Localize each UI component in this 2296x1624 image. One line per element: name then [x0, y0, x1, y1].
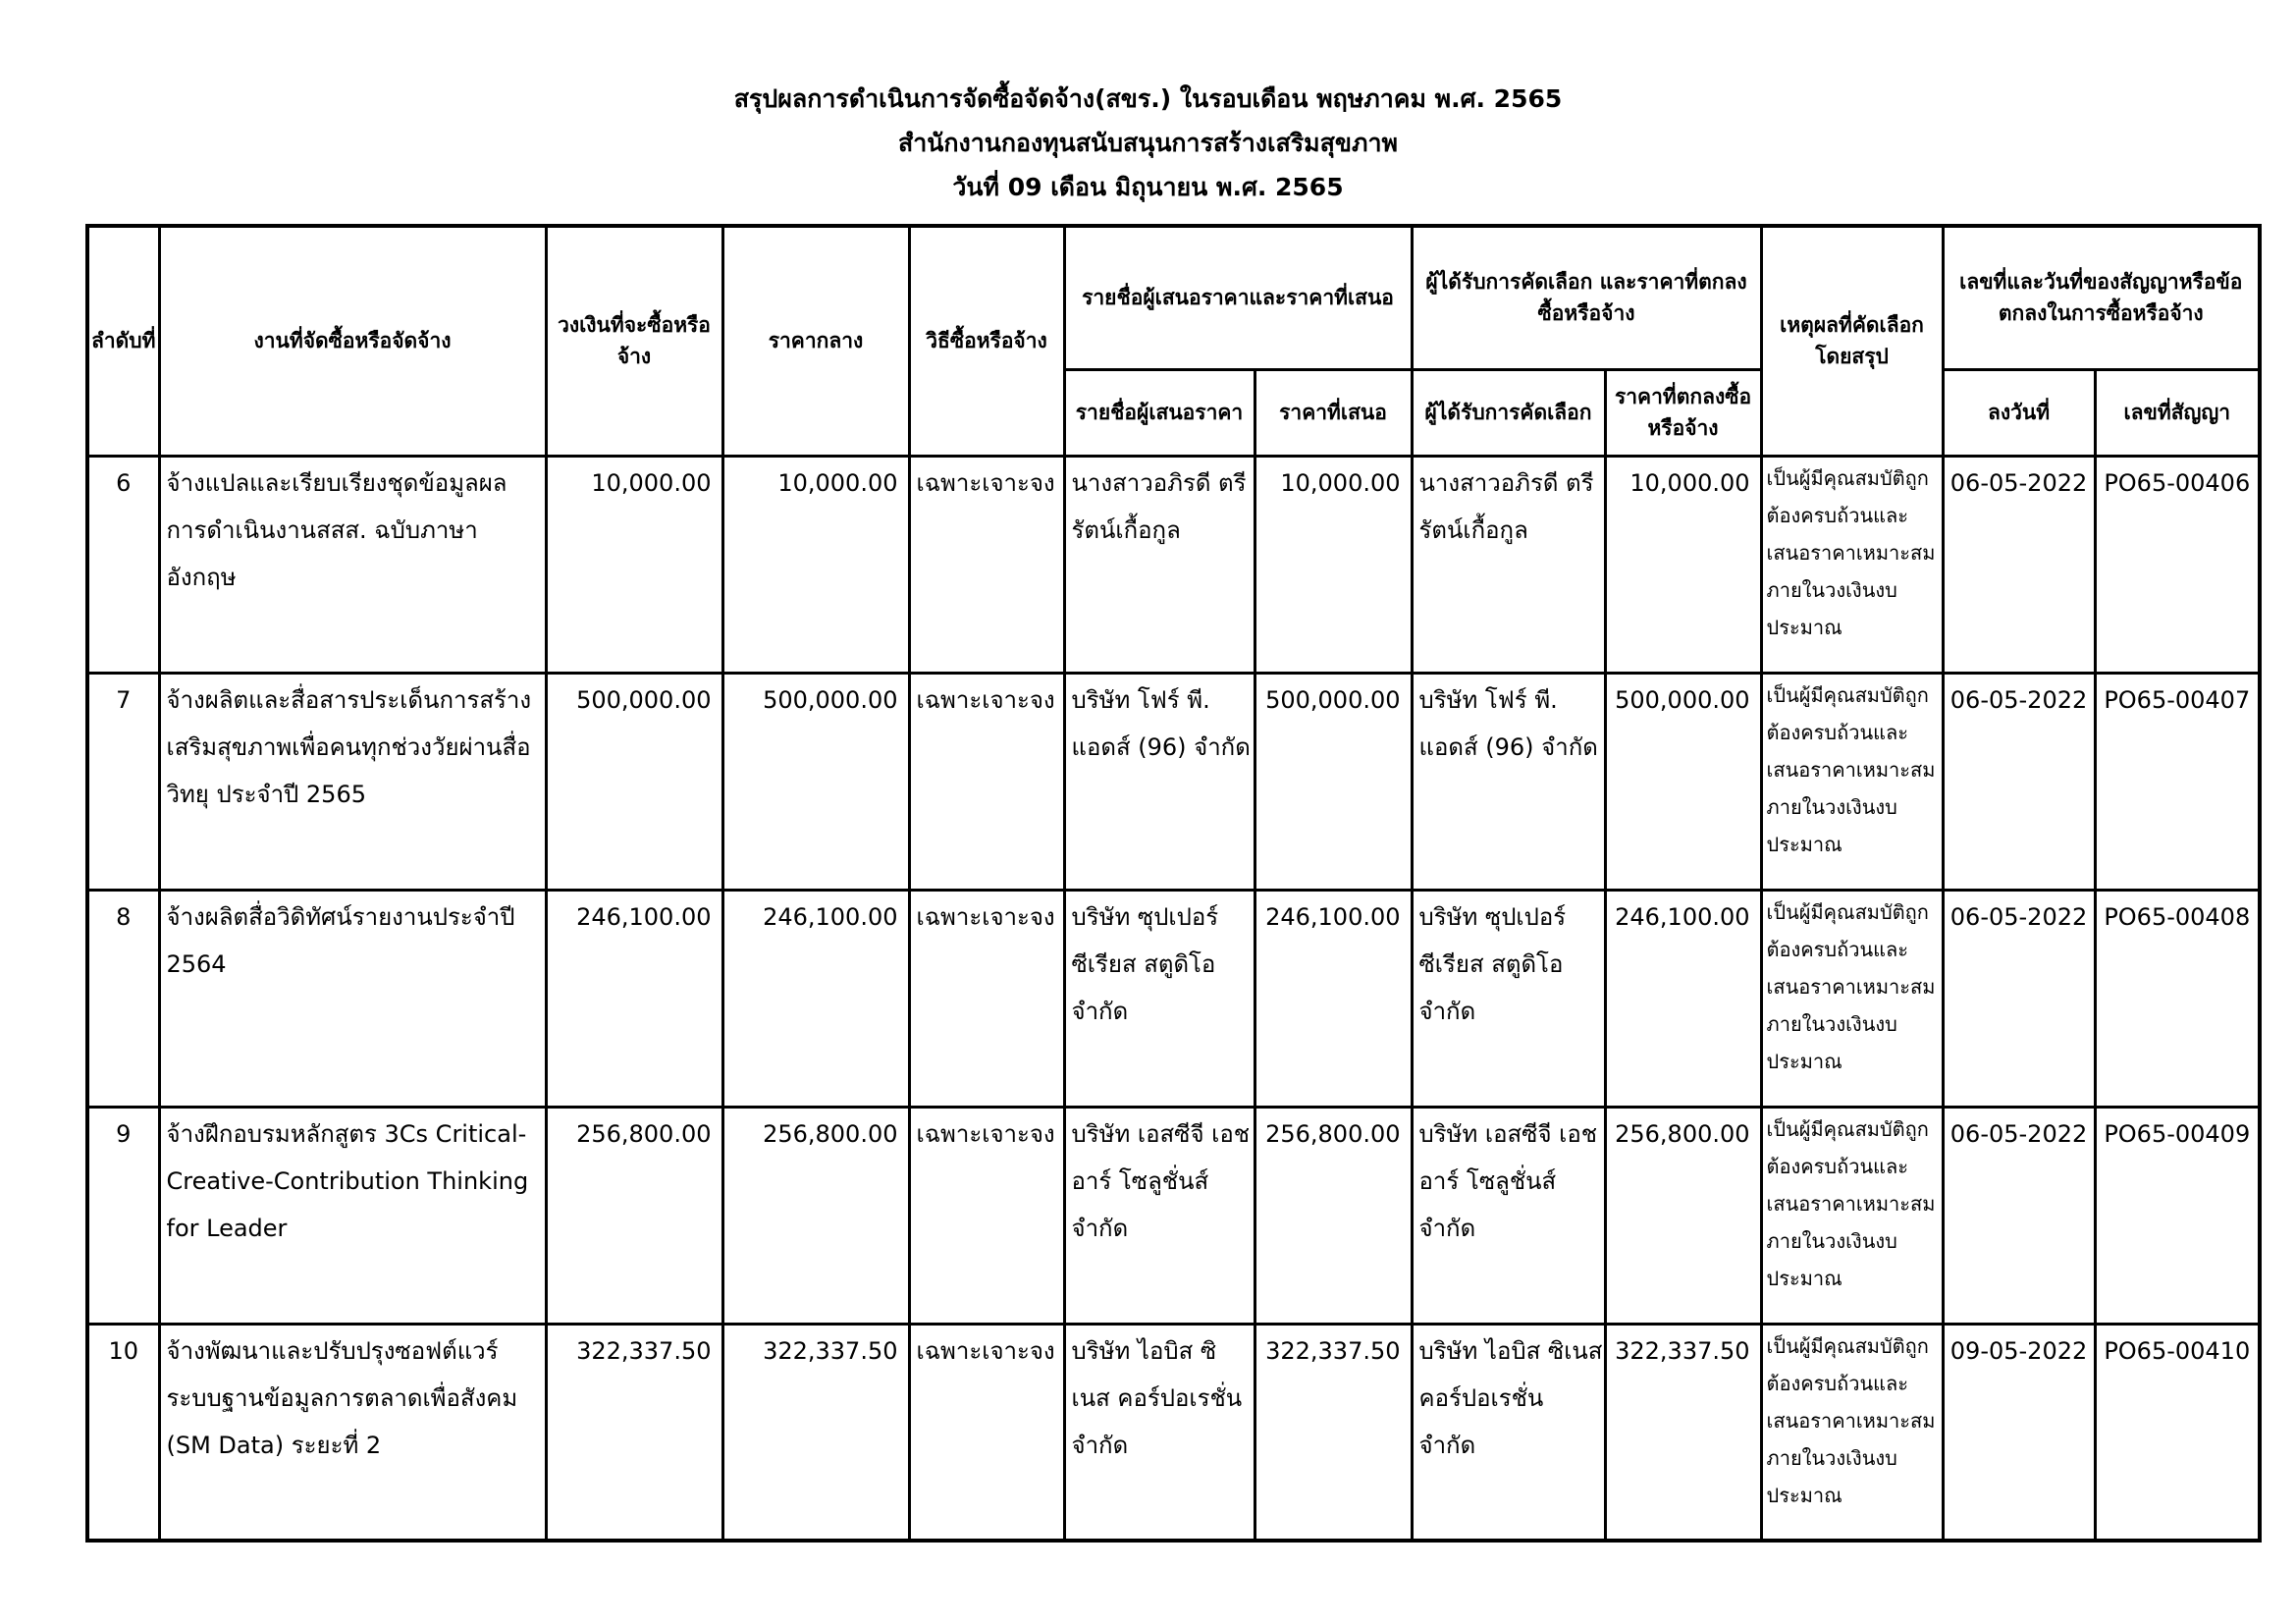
header-contract-group: เลขที่และวันที่ของสัญญาหรือข้อตกลงในการซื้อหรือจ้าง — [1943, 226, 2260, 369]
document-date: วันที่ 09 เดือน มิถุนายน พ.ศ. 2565 — [952, 173, 1344, 201]
row-method: เฉพาะเจาะจง — [909, 456, 1064, 673]
row-bid-price: 500,000.00 — [1255, 673, 1412, 890]
row-method: เฉพาะเจาะจง — [909, 1324, 1064, 1541]
row-bid-price: 256,800.00 — [1255, 1107, 1412, 1324]
header-agreed-price: ราคาที่ตกลงซื้อหรือจ้าง — [1605, 369, 1761, 456]
row-agreed-price: 10,000.00 — [1605, 456, 1761, 673]
row-bidder: บริษัท เอสซีจี เอชอาร์ โซลูชั่นส์ จำกัด — [1064, 1107, 1255, 1324]
row-contract-date: 09-05-2022 — [1943, 1324, 2095, 1541]
document-title: สรุปผลการดำเนินการจัดซื้อจัดจ้าง(สขร.) ในรอบเดือน พฤษภาคม พ.ศ. 2565 — [733, 84, 1563, 113]
row-selected: นางสาวอภิรดี ตรีรัตน์เกื้อกูล — [1412, 456, 1605, 673]
table-row — [87, 890, 2260, 1107]
row-budget: 500,000.00 — [546, 673, 722, 890]
row-no: 8 — [87, 890, 159, 1107]
row-budget: 256,800.00 — [546, 1107, 722, 1324]
row-work: จ้างผลิตสื่อวิดิทัศน์รายงานประจำปี 2564 — [159, 890, 546, 1107]
header-bidder-name: รายชื่อผู้เสนอราคา — [1064, 369, 1255, 456]
header-reason: เหตุผลที่คัดเลือกโดยสรุป — [1761, 226, 1943, 456]
table-row — [87, 456, 2260, 673]
row-reason: เป็นผู้มีคุณสมบัติถูกต้องครบถ้วนและเสนอราคาเหมาะสมภายในวงเงินงบประมาณ — [1761, 1324, 1943, 1541]
row-bidder: บริษัท โฟร์ พี. แอดส์ (96) จำกัด — [1064, 673, 1255, 890]
row-method: เฉพาะเจาะจง — [909, 1107, 1064, 1324]
row-agreed-price: 246,100.00 — [1605, 890, 1761, 1107]
row-bidder: บริษัท ซุปเปอร์ ซีเรียส สตูดิโอ จำกัด — [1064, 890, 1255, 1107]
row-bidder: นางสาวอภิรดี ตรีรัตน์เกื้อกูล — [1064, 456, 1255, 673]
row-selected: บริษัท ซุปเปอร์ ซีเรียส สตูดิโอ จำกัด — [1412, 890, 1605, 1107]
row-reason: เป็นผู้มีคุณสมบัติถูกต้องครบถ้วนและเสนอราคาเหมาะสมภายในวงเงินงบประมาณ — [1761, 456, 1943, 673]
row-budget: 246,100.00 — [546, 890, 722, 1107]
row-no: 6 — [87, 456, 159, 673]
header-median-price: ราคากลาง — [722, 226, 909, 456]
row-agreed-price: 256,800.00 — [1605, 1107, 1761, 1324]
row-selected: บริษัท โฟร์ พี. แอดส์ (96) จำกัด — [1412, 673, 1605, 890]
row-bid-price: 10,000.00 — [1255, 456, 1412, 673]
row-contract-date: 06-05-2022 — [1943, 890, 2095, 1107]
row-selected: บริษัท ไอบิส ซิเนส คอร์ปอเรชั่น จำกัด — [1412, 1324, 1605, 1541]
header-budget: วงเงินที่จะซื้อหรือจ้าง — [546, 226, 722, 456]
row-budget: 322,337.50 — [546, 1324, 722, 1541]
row-selected: บริษัท เอสซีจี เอชอาร์ โซลูชั่นส์ จำกัด — [1412, 1107, 1605, 1324]
row-contract-date: 06-05-2022 — [1943, 1107, 2095, 1324]
row-bidder: บริษัท ไอบิส ซิเนส คอร์ปอเรชั่น จำกัด — [1064, 1324, 1255, 1541]
row-bid-price: 322,337.50 — [1255, 1324, 1412, 1541]
table-row — [87, 1107, 2260, 1324]
header-contract-no: เลขที่สัญญา — [2095, 369, 2260, 456]
row-agreed-price: 500,000.00 — [1605, 673, 1761, 890]
row-median-price: 500,000.00 — [722, 673, 909, 890]
row-median-price: 10,000.00 — [722, 456, 909, 673]
row-median-price: 322,337.50 — [722, 1324, 909, 1541]
header-method: วิธีซื้อหรือจ้าง — [909, 226, 1064, 456]
row-work: จ้างแปลและเรียบเรียงชุดข้อมูลผลการดำเนินงานสสส. ฉบับภาษาอังกฤษ — [159, 456, 546, 673]
row-reason: เป็นผู้มีคุณสมบัติถูกต้องครบถ้วนและเสนอราคาเหมาะสมภายในวงเงินงบประมาณ — [1761, 1107, 1943, 1324]
row-reason: เป็นผู้มีคุณสมบัติถูกต้องครบถ้วนและเสนอราคาเหมาะสมภายในวงเงินงบประมาณ — [1761, 890, 1943, 1107]
document-header — [0, 77, 2296, 209]
row-budget: 10,000.00 — [546, 456, 722, 673]
row-contract-no: PO65-00410 — [2095, 1324, 2260, 1541]
row-bid-price: 246,100.00 — [1255, 890, 1412, 1107]
header-bid-price: ราคาที่เสนอ — [1255, 369, 1412, 456]
header-no: ลำดับที่ — [87, 226, 159, 456]
row-contract-no: PO65-00408 — [2095, 890, 2260, 1107]
row-contract-no: PO65-00407 — [2095, 673, 2260, 890]
header-bidders-group: รายชื่อผู้เสนอราคาและราคาที่เสนอ — [1064, 226, 1412, 369]
row-contract-no: PO65-00409 — [2095, 1107, 2260, 1324]
row-reason: เป็นผู้มีคุณสมบัติถูกต้องครบถ้วนและเสนอราคาเหมาะสมภายในวงเงินงบประมาณ — [1761, 673, 1943, 890]
header-work: งานที่จัดซื้อหรือจัดจ้าง — [159, 226, 546, 456]
table-row — [87, 673, 2260, 890]
row-work: จ้างพัฒนาและปรับปรุงซอฟต์แวร์ระบบฐานข้อมูลการตลาดเพื่อสังคม (SM Data) ระยะที่ 2 — [159, 1324, 546, 1541]
row-method: เฉพาะเจาะจง — [909, 673, 1064, 890]
row-contract-date: 06-05-2022 — [1943, 456, 2095, 673]
row-no: 9 — [87, 1107, 159, 1324]
row-median-price: 246,100.00 — [722, 890, 909, 1107]
row-work: จ้างผลิตและสื่อสารประเด็นการสร้างเสริมสุขภาพเพื่อคนทุกช่วงวัยผ่านสื่อวิทยุ ประจำปี 2565 — [159, 673, 546, 890]
header-selected-group: ผู้ได้รับการคัดเลือก และราคาที่ตกลงซื้อหรือจ้าง — [1412, 226, 1761, 369]
row-method: เฉพาะเจาะจง — [909, 890, 1064, 1107]
header-contract-date: ลงวันที่ — [1943, 369, 2095, 456]
row-no: 7 — [87, 673, 159, 890]
table-row — [87, 1324, 2260, 1541]
row-contract-date: 06-05-2022 — [1943, 673, 2095, 890]
row-no: 10 — [87, 1324, 159, 1541]
row-agreed-price: 322,337.50 — [1605, 1324, 1761, 1541]
row-work: จ้างฝึกอบรมหลักสูตร 3Cs Critical-Creative-Contribution Thinking for Leader — [159, 1107, 546, 1324]
organization-name: สำนักงานกองทุนสนับสนุนการสร้างเสริมสุขภาพ — [897, 129, 1399, 157]
procurement-table — [85, 224, 2262, 1543]
row-median-price: 256,800.00 — [722, 1107, 909, 1324]
header-selected-name: ผู้ได้รับการคัดเลือก — [1412, 369, 1605, 456]
row-contract-no: PO65-00406 — [2095, 456, 2260, 673]
